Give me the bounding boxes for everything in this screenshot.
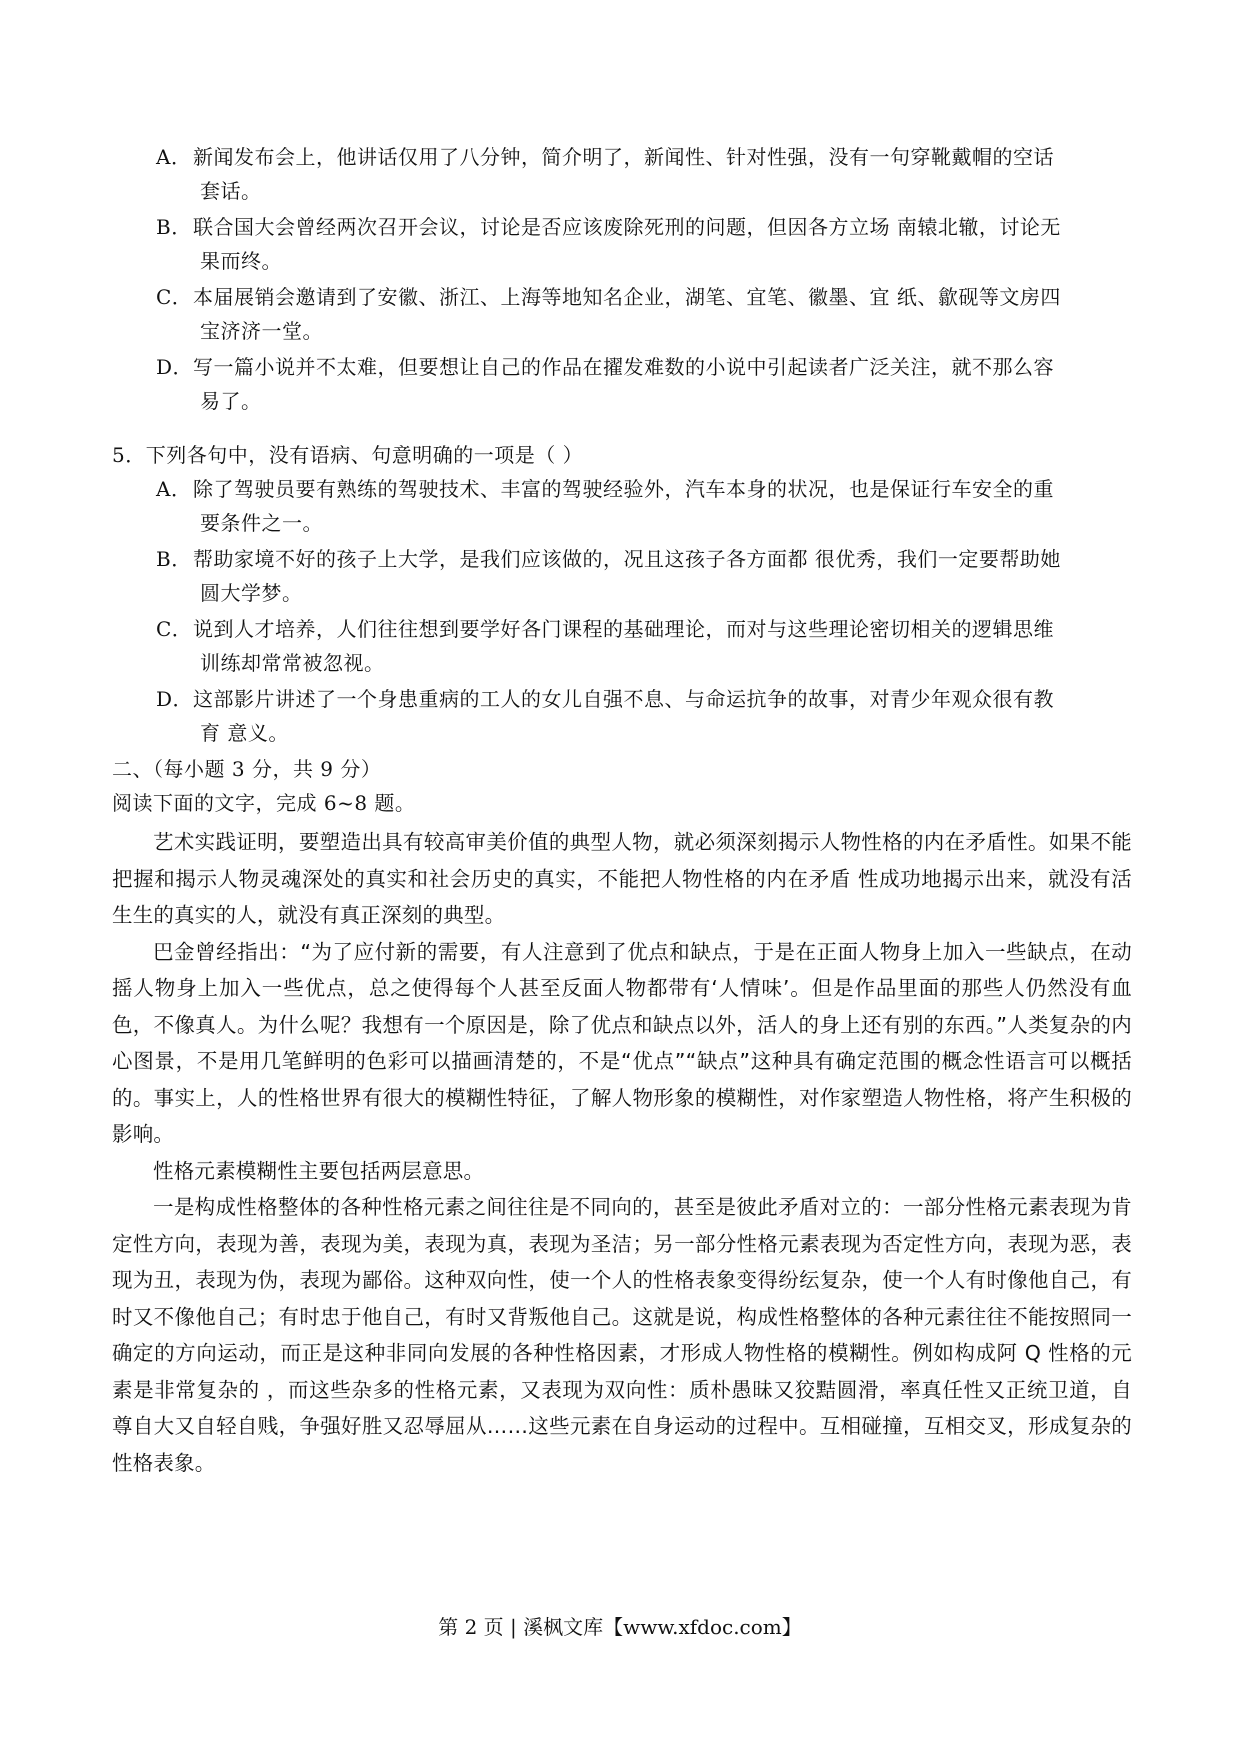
q4-option-b[interactable] [156, 210, 1128, 278]
passage-paragraph-2: 巴金曾经指出：“为了应付新的需要，有人注意到了优点和缺点，于是在正面人物身上加入一些缺点，在动摇人物身上加入一些优点，总之使得每个人甚至反面人物都带有‘人情味’。但是作品里面的那些人仍然没有血色，不像真人。为什么呢？我想有一个原因是，除了优点和缺点以外，活人的身上还有别的东西。”人类复杂的内心图景，不是用几笔鲜明的色彩可以描画清楚的，不是“优点”“缺点”这种具有确定范围的概念性语言可以概括的。事实上，人的性格世界有很大的模糊性特征，了解人物形象的模糊性，对作家塑造人物性格，将产生积极的影响。 [112, 939, 1132, 1146]
option-text: 帮助家境不好的孩子上大学，是我们应该做的，况且这孩子各方面都 很优秀，我们一定要帮助她 [193, 547, 1061, 571]
option-letter: B． [156, 547, 192, 571]
option-text-continued: 易了。 [200, 389, 262, 413]
option-text: 说到人才培养，人们往往想到要学好各门课程的基础理论，而对与这些理论密切相关的逻辑思维 [193, 617, 1054, 641]
option-text: 联合国大会曾经两次召开会议，讨论是否应该废除死刑的问题，但因各方立场 南辕北辙，讨论无 [193, 215, 1061, 239]
option-text: 写一篇小说并不太难，但要想让自己的作品在擢发难数的小说中引起读者广泛关注，就不那么容 [193, 355, 1054, 379]
passage-paragraph-3: 性格元素模糊性主要包括两层意思。 [153, 1158, 485, 1183]
passage-paragraph-1: 艺术实践证明，要塑造出具有较高审美价值的典型人物，就必须深刻揭示人物性格的内在矛盾性。如果不能把握和揭示人物灵魂深处的真实和社会历史的真实，不能把人物性格的内在矛盾 性成功地揭示出来，就没有活生生的真实的人，就没有真正深刻的典型。 [112, 830, 1132, 927]
option-letter: D． [156, 355, 194, 379]
q5-option-d[interactable] [156, 682, 1128, 750]
q4-option-d[interactable] [156, 350, 1128, 418]
option-text: 除了驾驶员要有熟练的驾驶技术、丰富的驾驶经验外，汽车本身的状况，也是保证行车安全的重 [193, 477, 1054, 501]
q5-option-a[interactable] [156, 472, 1128, 540]
option-letter: C． [156, 617, 193, 641]
option-text: 这部影片讲述了一个身患重病的工人的女儿自强不息、与命运抗争的故事，对青少年观众很有教 [193, 687, 1054, 711]
option-text-continued: 宝济济一堂。 [200, 319, 323, 343]
option-letter: C． [156, 285, 193, 309]
option-letter: B． [156, 215, 192, 239]
option-letter: A． [156, 477, 192, 501]
q4-option-a[interactable] [156, 140, 1128, 208]
section-heading: 二、（每小题 3 分，共 9 分） [112, 757, 382, 781]
option-text-continued: 圆大学梦。 [200, 581, 303, 605]
option-letter: A． [156, 145, 192, 169]
option-text-continued: 要条件之一。 [200, 511, 323, 535]
option-text-continued: 育 意义。 [200, 721, 289, 745]
q5-stem: 5．下列各句中，没有语病、句意明确的一项是（ ） [112, 443, 584, 467]
page-footer: 第 2 页 | 溪枫文库【www.xfdoc.com】 [438, 1615, 802, 1639]
reading-passage [112, 824, 1132, 1481]
option-text: 新闻发布会上，他讲话仅用了八分钟，简介明了，新闻性、针对性强，没有一句穿靴戴帽的空话 [193, 145, 1054, 169]
option-letter: D． [156, 687, 194, 711]
q4-option-c[interactable] [156, 280, 1128, 348]
option-text-continued: 训练却常常被忽视。 [200, 651, 385, 675]
option-text-continued: 套话。 [200, 179, 262, 203]
passage-paragraph-4: 一是构成性格整体的各种性格元素之间往往是不同向的，甚至是彼此矛盾对立的：一部分性格元素表现为肯定性方向，表现为善，表现为美，表现为真，表现为圣洁；另一部分性格元素表现为否定性方向，表现为恶，表现为丑，表现为伪，表现为鄙俗。这种双向性，使一个人的性格表象变得纷纭复杂，使一个人有时像他自己，有时又不像他自己；有时忠于他自己，有时又背叛他自己。这就是说，构成性格整体的各种元素往往不能按照同一确定的方向运动，而正是这种非同向发展的各种性格因素，才形成人物性格的模糊性。例如构成阿 Q 性格的元素是非常复杂的 ，而这些杂多的性格元素，又表现为双向性：质朴愚昧又狡黠圆滑，率真任性又正统卫道，自尊自大又自轻自贱，争强好胜又忍辱屈从……这些元素在自身运动的过程中。互相碰撞，互相交叉，形成复杂的性格表象。 [112, 1195, 1132, 1475]
option-text-continued: 果而终。 [200, 249, 282, 273]
q5-option-b[interactable] [156, 542, 1128, 610]
q5-option-c[interactable] [156, 612, 1128, 680]
section-instruction: 阅读下面的文字，完成 6~8 题。 [112, 791, 416, 815]
option-text: 本届展销会邀请到了安徽、浙江、上海等地知名企业，湖笔、宜笔、徽墨、宜 纸、歙砚等文房四 [193, 285, 1061, 309]
